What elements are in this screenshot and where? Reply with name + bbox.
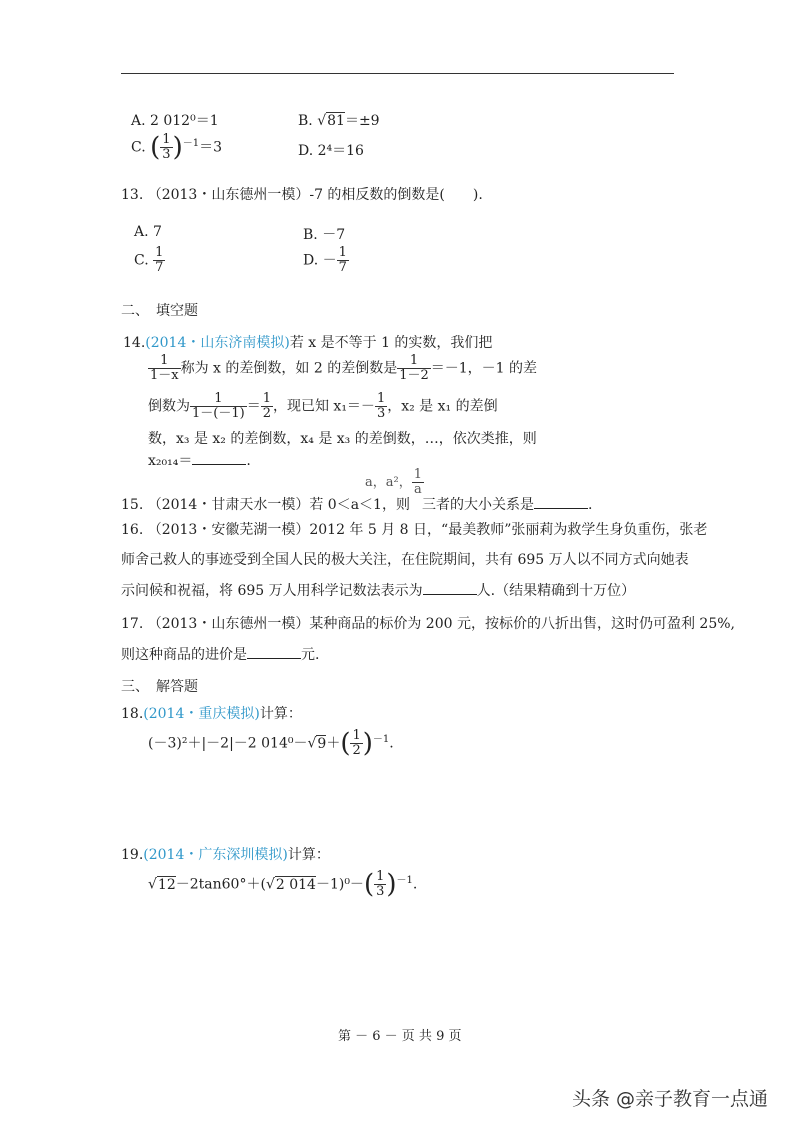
q12-option-b-radicand: 81 — [327, 113, 345, 129]
sqrt-icon: √ — [148, 876, 157, 893]
q14-line-3: 倒数为 $\frac{1}{1-(-1)}$ ＝ $\frac{1}{2}$ ，现已知 x₁＝－ $\frac{1}{3}$ ，x₂ 是 x₁ 的差倒 — [148, 391, 498, 421]
q19-source: (2014・广东深圳模拟) — [143, 847, 288, 863]
q14-line-5: x₂₀₁₄＝ . — [148, 453, 251, 469]
q13-option-c: C. $\frac{1}{7}$ — [134, 245, 164, 275]
q12-option-c-prefix: C. — [131, 139, 146, 156]
header-rule — [121, 73, 674, 74]
q12-option-b-prefix: B. — [298, 113, 313, 129]
q14-source: (2014・山东济南模拟) — [145, 335, 290, 351]
q16-line-1: 16. （2013・安徽芜湖一模）2012 年 5 月 8 日，“最美教师”张丽莉为救学生身负重伤，张老 — [121, 522, 708, 538]
q12-option-c-suffix: ＝3 — [199, 139, 223, 156]
q12-option-c-fraction: $\frac{1}{3}$ — [162, 132, 171, 162]
sqrt-icon: √ — [265, 876, 275, 893]
sqrt-icon: √ — [307, 735, 317, 752]
q18-stem: 18.(2014・重庆模拟)计算： — [121, 706, 302, 722]
q13-stem: 13. （2013・山东德州一模）-7 的相反数的倒数是( ). — [121, 187, 483, 203]
q18-source: (2014・重庆模拟) — [143, 706, 260, 722]
watermark: 头条 @亲子教育一点通 — [572, 1088, 769, 1110]
q13-option-d: D. － $\frac{1}{7}$ — [303, 245, 347, 275]
q16-line-2: 师舍己救人的事迹受到全国人民的极大关注，在住院期间，共有 695 万人以不同方式向她表 — [121, 552, 689, 568]
q15-stem: 15. （2014・甘肃天水一模）若 0＜a＜1，则 — [121, 497, 410, 513]
q12-option-b — [298, 110, 380, 130]
q12-option-d: D. 2⁴＝16 — [298, 143, 364, 159]
q17-line-2: 则这种商品的进价是 元. — [121, 647, 320, 663]
q17-line-1: 17. （2013・山东德州一模）某种商品的标价为 200 元，按标价的八折出售，这时仍可盈利 25%, — [121, 616, 735, 632]
q17-answer-blank — [247, 646, 301, 659]
q13-option-b: B. －7 — [303, 227, 346, 243]
q12-option-c: C. ( $\frac{1}{3}$ )$^{-1}$＝3 — [131, 132, 223, 163]
q19-stem: 19.(2014・广东深圳模拟)计算： — [121, 847, 330, 863]
q14-line-4: 数，x₃ 是 x₂ 的差倒数，x₄ 是 x₃ 的差倒数，…，依次类推，则 — [148, 431, 537, 447]
q14-line-2: $\frac{1}{1-x}$ 称为 x 的差倒数，如 2 的差倒数是 $\frac{1}{1-2}$ ＝－1，－1 的差 — [150, 353, 538, 383]
q15-tail: 三者的大小关系是 . — [422, 497, 593, 513]
q16-answer-blank — [423, 582, 477, 595]
section-3-title: 三、 解答题 — [121, 679, 198, 695]
q19-expression: √12－2tan60°＋(√2 014－1)⁰－( $\frac{1}{3}$ )$^{-1}$. — [148, 869, 418, 900]
q15-answer-blank — [534, 496, 588, 509]
section-2-title: 二、 填空题 — [121, 303, 198, 319]
q13-option-a: A. 7 — [134, 224, 162, 240]
q12-option-b-suffix: ＝±9 — [344, 113, 380, 129]
page-footer: 第 － 6 － 页 共 9 页 — [338, 1029, 462, 1044]
q12-option-c-exponent: －1 — [182, 137, 200, 149]
q13-option-c-fraction: $\frac{1}{7}$ — [155, 245, 164, 275]
q16-line-3: 示问候和祝福，将 695 万人用科学记数法表示为 人.（结果精确到十万位） — [121, 583, 636, 599]
q13-option-d-fraction: $\frac{1}{7}$ — [338, 245, 347, 275]
q14-answer-blank — [192, 452, 246, 465]
sqrt-icon: √ — [317, 113, 327, 129]
q12-option-a: A. 2 012⁰＝1 — [131, 113, 219, 129]
q18-expression: (－3)²＋|－2|－2 014⁰－√9＋( $\frac{1}{2}$ )$^{-1}$. — [148, 728, 394, 759]
q15-terms: a，a²， $\frac{1}{a}$ — [365, 467, 422, 497]
q14-line-1: 14.(2014・山东济南模拟)若 x 是不等于 1 的实数，我们把 — [123, 335, 493, 351]
